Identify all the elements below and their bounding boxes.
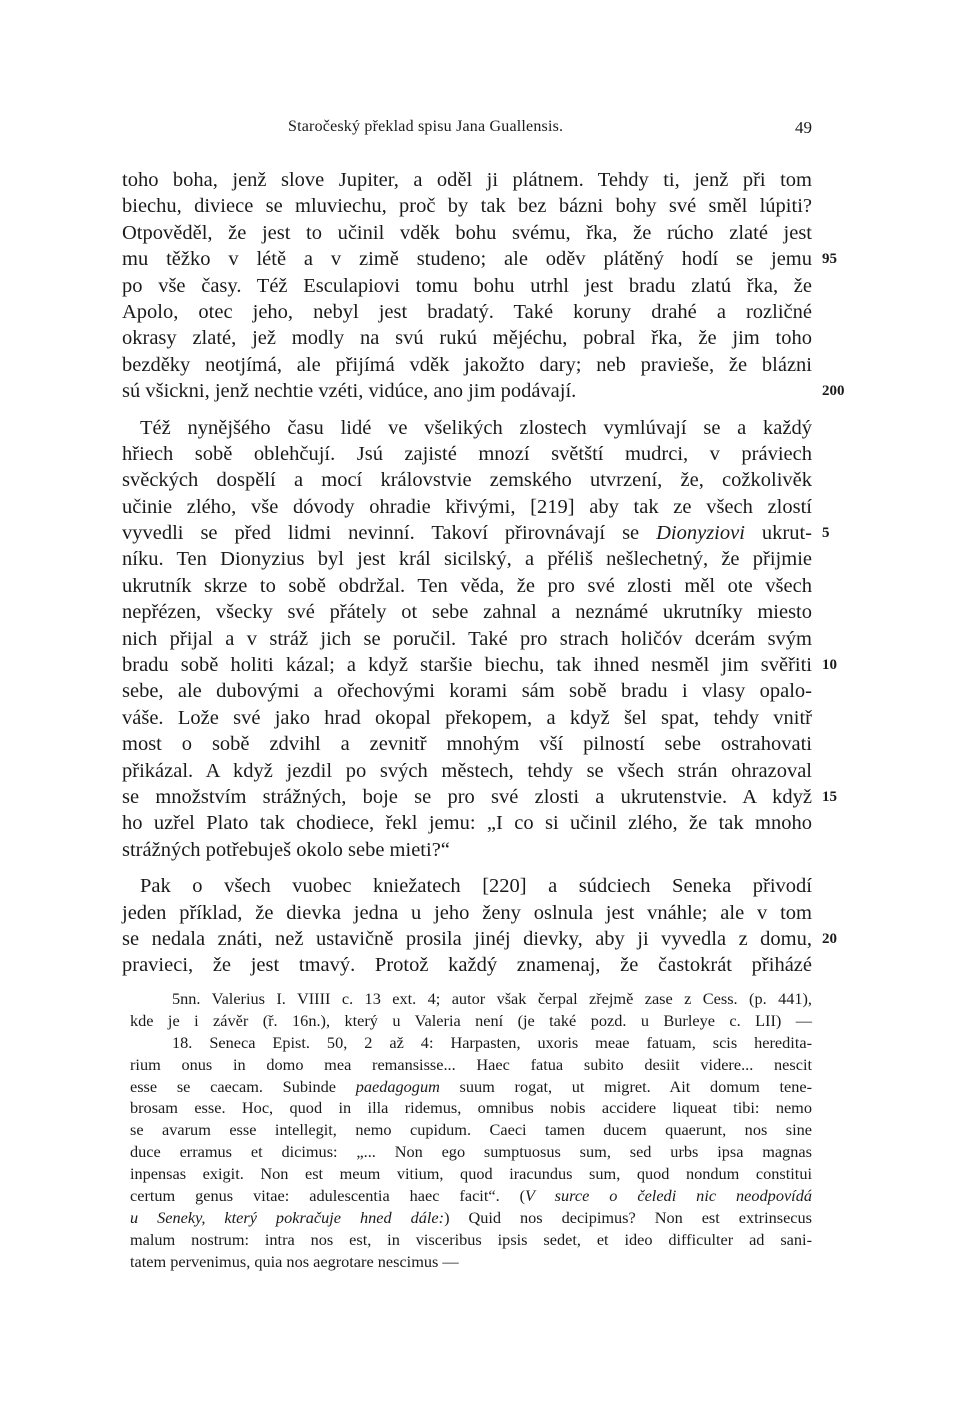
italic-name: Dionyziovi <box>656 522 745 545</box>
text-line: Apolo, otec jeho, nebyl jest bradatý. Také koruny drahé a rozličné <box>122 300 812 323</box>
footnote-italic: V surce o čeledi nic neodpovídá <box>525 1186 812 1206</box>
footnote-text: esse se caecam. Subinde <box>130 1076 356 1096</box>
running-head <box>122 118 812 142</box>
line-number-15: 15 <box>822 788 837 805</box>
text-line: nepřézen, všecky své přátely ot sebe zahnal a neznámé ukrutníky miesto <box>122 601 812 624</box>
text-line: Pak o všech vuobec kniežatech [220] a súdciech Seneka přivodí <box>140 875 812 898</box>
line-number-95: 95 <box>822 251 837 268</box>
paragraph-gap <box>122 863 812 873</box>
text-line: strážných potřebuješ okolo sebe mieti?“ <box>122 838 450 861</box>
footnote-line: se avarum esse intellegit, nemo cupidum. Caeci tamen ducem quaerunt, nos sine <box>130 1120 812 1140</box>
text-line: most o sobě zdvihl a zevnitř mnohým vší pilností sebe ostrahovati <box>122 733 812 756</box>
text-line <box>122 246 837 272</box>
footnote-line <box>130 1207 812 1229</box>
footnote-line: kde je i závěr (ř. 16n.), který u Valeria není (je také pozd. u Burleye c. LII) — <box>130 1010 812 1030</box>
text-line: učinie zlého, vše dóvody ohradie křivými, [219] aby tak ze všech zlostí <box>122 495 812 518</box>
text-line <box>122 520 830 546</box>
text-line: hřiech sobě oblehčují. Jsú zajisté mnozí světští mudrci, v práviech <box>122 442 812 465</box>
paragraph-gap <box>122 405 812 415</box>
text-line: ukrutník skrze to sobě obdržal. Ten věda, že pro své zlosti měl ote všech <box>122 574 812 597</box>
text-line: přikázal. A když jezdil po svých městech, tehdy se všech strán ohrazoval <box>122 759 812 782</box>
footnote-line <box>130 1185 812 1207</box>
text-line: nich přijal a v stráž jich se poručil. Také pro strach holičóv dcerám svým <box>122 627 812 650</box>
text-line: toho boha, jenž slove Jupiter, a oděl ji plátnem. Tehdy ti, jenž při tom <box>122 169 812 191</box>
text-line: svěckých dospělí a mocí královstvie zemského utvrzení, že, cožkolivěk <box>122 469 812 492</box>
footnote-line: 18. Seneca Epist. 50, 2 až 4: Harpasten, uxoris meae fatuam, scis heredita- <box>172 1032 812 1052</box>
text-line: ho uzřel Plato tak chodiece, řekl jemu: „I co si učinil zlého, že tak mnoho <box>122 812 812 835</box>
footnote-line: malum nostrum: intra nos est, in visceribus ipsis sedet, et ideo difficulter ad sani- <box>130 1229 812 1249</box>
text-line-content: sú všickni, jenž nechtie vzéti, vidúce, ano jim podávají. <box>122 380 577 403</box>
line-number-10: 10 <box>822 657 837 674</box>
text-line: váše. Lože své jako hrad okopal překopem, a když šel spat, tehdy vnitř <box>122 706 812 729</box>
line-number-200: 200 <box>822 383 845 400</box>
footnote-line: 5nn. Valerius I. VIIII c. 13 ext. 4; autor však čerpal zřejmě zase z Cess. (p. 441), <box>172 989 812 1008</box>
footnote-italic: u Seneky, který pokračuje hned dále: <box>130 1207 445 1227</box>
footnote-line: tatem pervenimus, quia nos aegrotare nescimus — <box>130 1251 459 1271</box>
text-line <box>122 378 845 404</box>
footnote-text: ) Quid nos decipimus? Non est extrinsecus <box>444 1207 812 1227</box>
text-line-content: mu těžko v létě a v zimě studeno; ale oděv plátěný hodí se jemu <box>122 248 812 271</box>
text-line: jeden příklad, že dievka jedna u jeho ženy oslnula jest vnáhle; ale v tom <box>122 901 812 924</box>
body-text <box>122 167 845 979</box>
footnote-line: rium onus in domo mea remansisse... Haec fatua subito desiit videre... nescit <box>130 1054 812 1074</box>
line-number-20: 20 <box>822 930 837 947</box>
text-line-tail: ukrut- <box>744 522 812 545</box>
text-line: Otpověděl, že jest to učinil vděk bohu svému, řka, že rúcho zlaté jest <box>122 221 812 244</box>
running-title: Staročeský překlad spisu Jana Guallensis. <box>288 118 564 135</box>
text-line: Též nynějšého času lidé ve všelikých zlostech vymlúvají se a každý <box>140 416 812 439</box>
text-line-content: vyvedli se před lidmi nevinní. Takoví přirovnávají se <box>122 522 657 545</box>
footnote-line: brosam esse. Hoc, quod in illa ridemus, omnibus nobis accidere liqueat tibi: nemo <box>130 1098 812 1118</box>
text-line-content: se množstvím strážných, boje se pro své zlosti a ukrutenstvie. A když <box>122 785 812 808</box>
text-line <box>122 784 837 810</box>
text-line-content: bradu sobě holiti kázal; a když staršie biechu, tak ihned nesměl jim svěřiti <box>122 654 812 677</box>
footnote-line: duce erramus et dicimus: „... Non ego sumptuosus sum, sed urbs ipsa magnas <box>130 1142 812 1162</box>
text-line: okrasy zlaté, jež modly na svú rukú mějéchu, pobral řka, že jim toho <box>122 327 812 350</box>
text-line <box>122 652 837 678</box>
text-line: níku. Ten Dionyzius byl jest král sicilský, a přéliš nešlechetný, že přijmie <box>122 548 812 571</box>
text-line: biechu, diviece se mluviechu, proč by tak bez bázni bohy své směl lúpiti? <box>122 195 812 218</box>
footnote-italic: paedagogum <box>355 1076 440 1096</box>
line-number-5: 5 <box>822 525 830 542</box>
text-line-content: se nedala znáti, než ustavičně prosila jinéj dievky, aby ji vyvedla z domu, <box>122 927 812 950</box>
text-line <box>122 926 837 952</box>
page-number: 49 <box>795 118 812 137</box>
footnotes <box>130 988 812 1273</box>
footnote-text: certum genus vitae: adulescentia haec facit“. ( <box>130 1186 526 1206</box>
text-line: sebe, ale dubovými a ořechovými korami sám sobě bradu i vlasy opalo- <box>122 680 812 703</box>
footnote-line <box>130 1076 812 1098</box>
text-line: bezděky neotjímá, ale přijímá vděk jakožto dary; neb praviеše, že blázni <box>122 353 812 376</box>
text-line: pravieci, že jest tmavý. Protož každý znamenaj, že častokrát přiházé <box>122 954 812 977</box>
text-line: po vše časy. Též Esculapiovi tomu bohu utrhl jest bradu zlatú řka, že <box>122 274 812 297</box>
footnote-line: inpensas exigit. Non est meum vitium, quod iracundus sum, quod nondum constitui <box>130 1164 812 1184</box>
footnote-text: suum rogat, ut migret. Ait domum tene- <box>439 1076 812 1096</box>
